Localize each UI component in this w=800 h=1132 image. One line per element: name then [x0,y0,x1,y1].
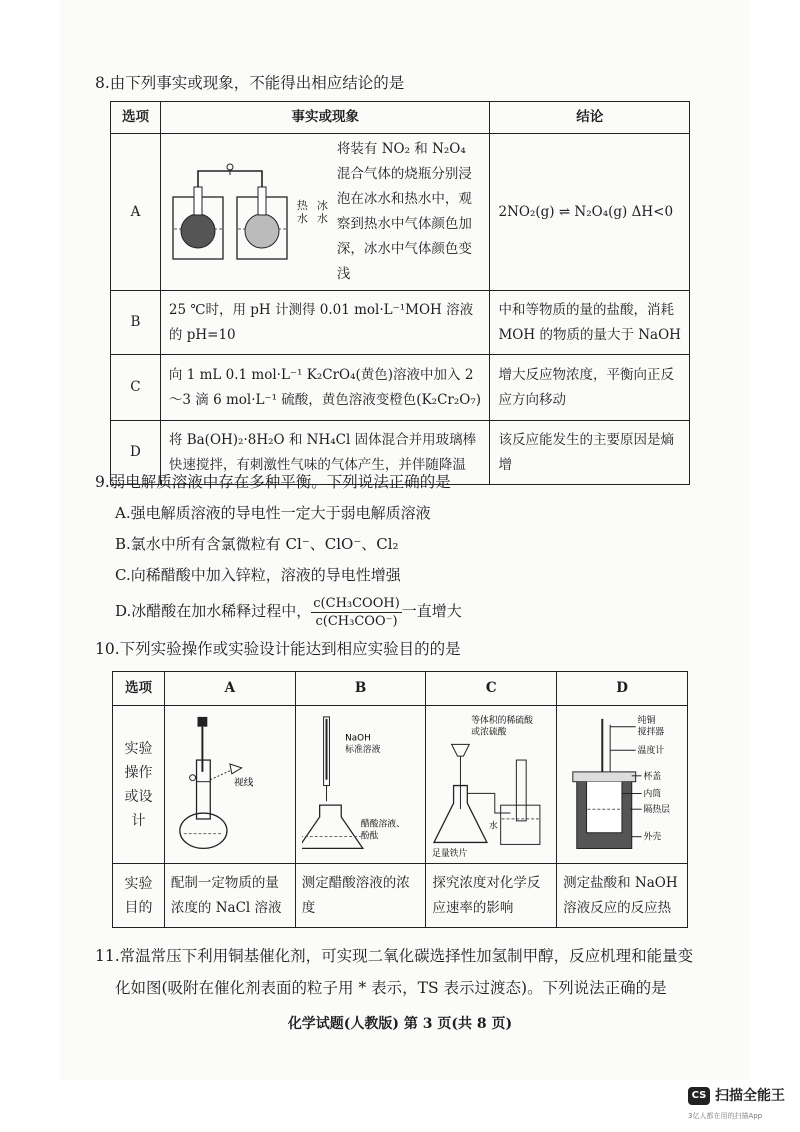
page-footer: 化学试题(人教版) 第 3 页(共 8 页) [287,1016,513,1032]
no2-flask-figure [169,157,291,267]
standard-solution-label: 标准溶液 [344,745,381,756]
conc-acid-label: 或浓硫酸 [471,727,507,738]
q10-apparatus-a [164,706,295,864]
outer-shell-label: 外壳 [643,832,662,843]
q8-row-a-fact: 将装有 NO₂ 和 N₂O₄ 混合气体的烧瓶分别浸泡在冰水和热水中，观察到热水中气体颜色加深，冰水中气体颜色变浅 [336,141,472,282]
q10-purpose-row [113,864,688,928]
acetic-solution-label: 醋酸溶液、 [360,819,405,830]
q8-row-a [111,134,690,291]
q9-option-c: C.向稀醋酸中加入锌粒，溶液的导电性增强 [115,566,401,584]
q9-option-b: B.氯水中所有含氯微粒有 Cl⁻、ClO⁻、Cl₂ [115,535,399,553]
water-label: 水 [489,821,499,832]
camscanner-logo-icon: CS [688,1087,710,1105]
q8-row-d-conclusion: 该反应能发生的主要原因是熵增 [490,421,690,485]
q9-stem: 9.弱电解质溶液中存在多种平衡。下列说法正确的是 [95,473,451,491]
q10-header-option: 选项 [113,672,165,706]
volumetric-flask-figure [171,711,289,858]
phenolphthalein-label: 酚酞 [360,831,379,842]
q9-option-d [115,591,462,631]
q10-purpose-b: 测定醋酸溶液的浓度 [295,864,426,928]
q8-row-d-option: D [111,421,161,485]
q8-row-c-conclusion: 增大反应物浓度，平衡向正反应方向移动 [490,355,690,421]
copper-label: 纯铜 [637,715,656,726]
q8-header-row [111,102,690,134]
q8-row-b-option: B [111,291,161,355]
q11-line-1: 11.常温常压下利用铜基催化剂，可实现二氧化碳选择性加氢制甲醇，反应机理和能量变 [95,947,694,965]
q9-fraction-numerator: c(CH₃COOH) [313,595,400,611]
q10-stem: 10.下列实验操作或实验设计能达到相应实验目的的是 [95,640,461,658]
reaction-rate-figure [432,711,550,858]
q10-apparatus-d [557,706,688,864]
q10-header-c: C [426,672,557,706]
camscanner-name: 扫描全能王 [715,1088,785,1104]
inner-cup-label: 内筒 [643,789,662,800]
q8-cold-label: 冰水 [316,199,328,225]
q10-purpose-c: 探究浓度对化学反应速率的影响 [426,864,557,928]
q10-table [112,671,688,928]
q8-header-conclusion: 结论 [490,102,690,134]
q8-table [110,101,690,485]
dilute-acid-label: 等体积的稀硫酸 [471,715,534,726]
q8-row-a-option: A [111,134,161,291]
camscanner-tagline: 3亿人都在用的扫描App [688,1112,763,1120]
q8-row-d-fact: 将 Ba(OH)₂·8H₂O 和 NH₄Cl 固体混合并用玻璃棒快速搅拌，有刺激性气味的气体产生，并伴随降温 [160,421,490,485]
lid-label: 杯盖 [643,771,662,782]
q8-hot-label: 热水 [296,199,308,225]
q10-row-purpose-label: 实验目的 [113,864,165,928]
q8-row-c-option: C [111,355,161,421]
thermometer-label: 温度计 [637,746,665,757]
q8-row-b-fact: 25 ℃时，用 pH 计测得 0.01 mol·L⁻¹MOH 溶液的 pH=10 [160,291,490,355]
q10-header-d: D [557,672,688,706]
q10-header-b: B [295,672,426,706]
q8-header-fact: 事实或现象 [160,102,490,134]
q10-header-row [113,672,688,706]
q10-apparatus-c [426,706,557,864]
q8-row-c [111,355,690,421]
insulation-label: 隔热层 [643,804,671,815]
calorimeter-figure [563,711,681,858]
q10-purpose-d: 测定盐酸和 NaOH 溶液反应的反应热 [557,864,688,928]
q9-option-d-prefix: D.冰醋酸在加水稀释过程中， [115,602,312,620]
naoh-label: NaOH [344,733,371,744]
q10-apparatus-b [295,706,426,864]
q10-row-apparatus-label: 实验操作或设计 [113,706,165,864]
q8-header-option: 选项 [111,102,161,134]
q11-line-2: 化如图(吸附在催化剂表面的粒子用 * 表示，TS 表示过渡态)。下列说法正确的是 [115,979,667,997]
q10-apparatus-row [113,706,688,864]
q10-header-a: A [164,672,295,706]
q8-row-b [111,291,690,355]
q8-row-b-conclusion: 中和等物质的量的盐酸，消耗 MOH 的物质的量大于 NaOH [490,291,690,355]
q9-option-d-fraction [311,595,402,630]
q8-row-c-fact: 向 1 mL 0.1 mol·L⁻¹ K₂CrO₄(黄色)溶液中加入 2～3 滴 6 mol·L⁻¹ 硫酸，黄色溶液变橙色(K₂Cr₂O₇) [160,355,490,421]
q8-row-a-conclusion: 2NO₂(g) ⇌ N₂O₄(g) ΔH<0 [490,134,690,291]
q10-purpose-a: 配制一定物质的量浓度的 NaCl 溶液 [164,864,295,928]
iron-plate-label: 足量铁片 [432,849,468,859]
q8-row-a-fact-cell [160,134,490,291]
q8-stem: 8.由下列事实或现象，不能得出相应结论的是 [95,74,405,92]
titration-figure [302,711,420,858]
q9-option-d-suffix: 一直增大 [401,602,462,620]
q9-fraction-denominator: c(CH₃COO⁻) [315,613,398,629]
q9-option-a: A.强电解质溶液的导电性一定大于弱电解质溶液 [115,504,431,522]
sight-line-label: 视线 [233,777,254,789]
stirrer-label: 搅拌器 [637,727,665,738]
